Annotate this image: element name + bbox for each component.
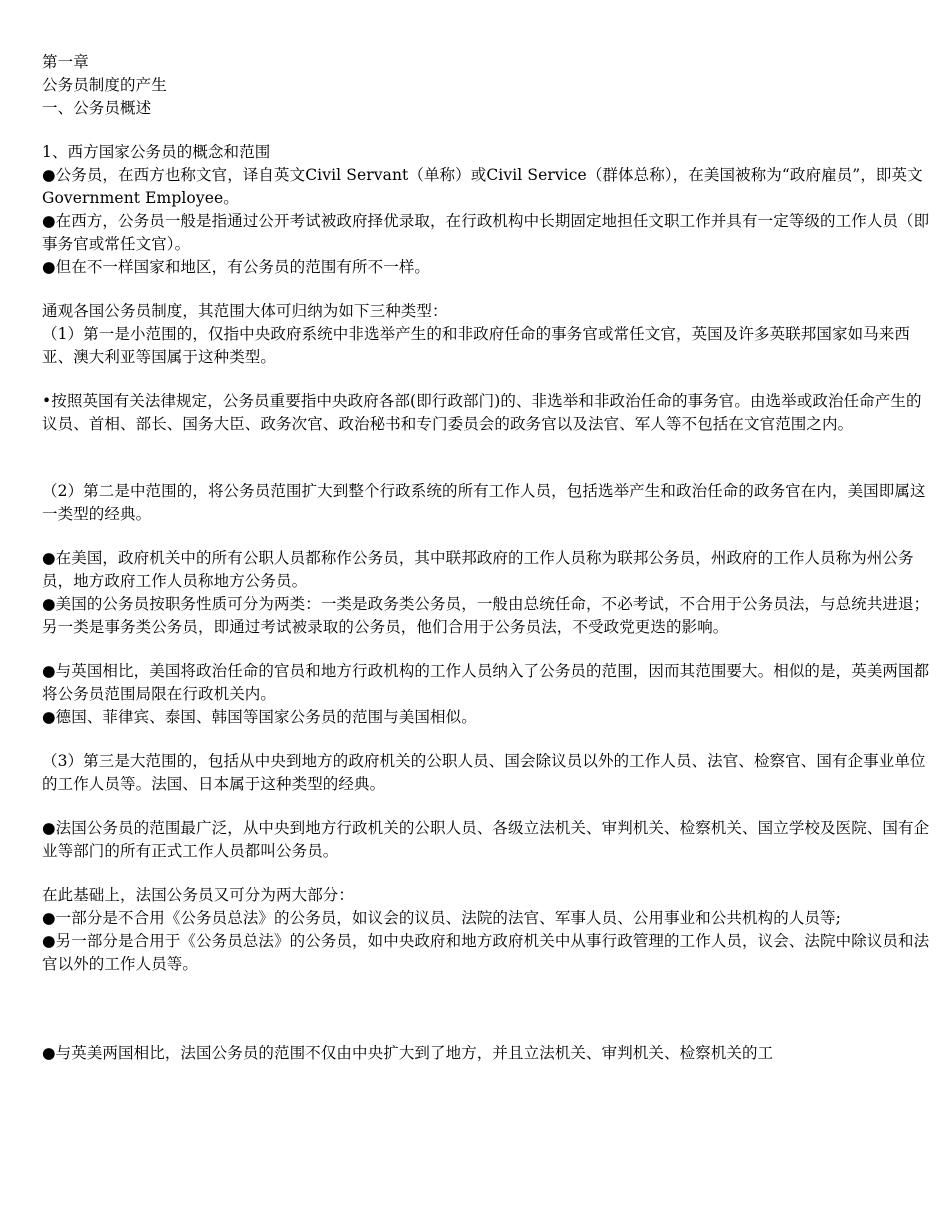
paragraph: ●但在不一样国家和地区，有公务员的范围有所不一样。	[42, 258, 431, 276]
paragraph: ●另一部分是合用于《公务员总法》的公务员，如中央政府和地方政府机关中从事行政管理的工作人员，议会、法院中除议员和法官以外的工作人员等。	[42, 932, 930, 973]
paragraph: 一、公务员概述	[42, 99, 152, 117]
paragraph: （3）第三是大范围的，包括从中央到地方的政府机关的公职人员、国会除议员以外的工作人员、法官、检察官、国有企事业单位的工作人员等。法国、日本属于这种类型的经典。	[42, 752, 926, 793]
paragraph: ●美国的公务员按职务性质可分为两类：一类是政务类公务员，一般由总统任命，不必考试，不合用于公务员法，与总统共进退；另一类是事务类公务员，即通过考试被录取的公务员，他们合用于公务员法，不受政党更迭的影响。	[42, 595, 930, 636]
paragraph: （1）第一是小范围的，仅指中央政府系统中非选举产生的和非政府任命的事务官或常任文官，英国及许多英联邦国家如马来西亚、澳大利亚等国属于这种类型。	[42, 325, 910, 366]
document-body	[42, 51, 932, 1065]
paragraph: 在此基础上，法国公务员又可分为两大部分：	[42, 886, 355, 904]
paragraph: （2）第二是中范围的，将公务员范围扩大到整个行政系统的所有工作人员，包括选举产生和政治任命的政务官在内，美国即属这一类型的经典。	[42, 482, 926, 523]
paragraph: 通观各国公务员制度，其范围大体可归纳为如下三种类型：	[42, 302, 448, 320]
paragraph: ●一部分是不合用《公务员总法》的公务员，如议会的议员、法院的法官、军事人员、公用事业和公共机构的人员等;	[42, 909, 841, 927]
paragraph: 第一章	[42, 53, 89, 71]
paragraph: ●公务员，在西方也称文官，译自英文Civil Servant（单称）或Civil Service（群体总称），在美国被称为“政府雇员”，即英文Government Employee。	[42, 166, 923, 207]
paragraph: ●与英国相比，美国将政治任命的官员和地方行政机构的工作人员纳入了公务员的范围，因而其范围要大。相似的是，英美两国都将公务员范围局限在行政机关内。	[42, 662, 930, 703]
paragraph: 公务员制度的产生	[42, 76, 167, 94]
paragraph: •按照英国有关法律规定，公务员重要指中央政府各部(即行政部门)的、非选举和非政治任命的事务官。由选举或政治任命产生的议员、首相、部长、国务大臣、政务次官、政治秘书和专门委员会的政务官以及法官、军人等不包括在文官范围之内。	[42, 392, 922, 433]
paragraph: ●在美国，政府机关中的所有公职人员都称作公务员，其中联邦政府的工作人员称为联邦公务员，州政府的工作人员称为州公务员，地方政府工作人员称地方公务员。	[42, 549, 914, 590]
paragraph: ●与英美两国相比，法国公务员的范围不仅由中央扩大到了地方，并且立法机关、审判机关、检察机关的工	[42, 1044, 774, 1062]
paragraph: 1、西方国家公务员的概念和范围	[42, 143, 271, 161]
paragraph: ●法国公务员的范围最广泛，从中央到地方行政机关的公职人员、各级立法机关、审判机关、检察机关、国立学校及医院、国有企业等部门的所有正式工作人员都叫公务员。	[42, 819, 930, 860]
paragraph: ●德国、菲律宾、泰国、韩国等国家公务员的范围与美国相似。	[42, 708, 477, 726]
paragraph: ●在西方，公务员一般是指通过公开考试被政府择优录取，在行政机构中长期固定地担任文职工作并具有一定等级的工作人员（即事务官或常任文官）。	[42, 212, 930, 253]
